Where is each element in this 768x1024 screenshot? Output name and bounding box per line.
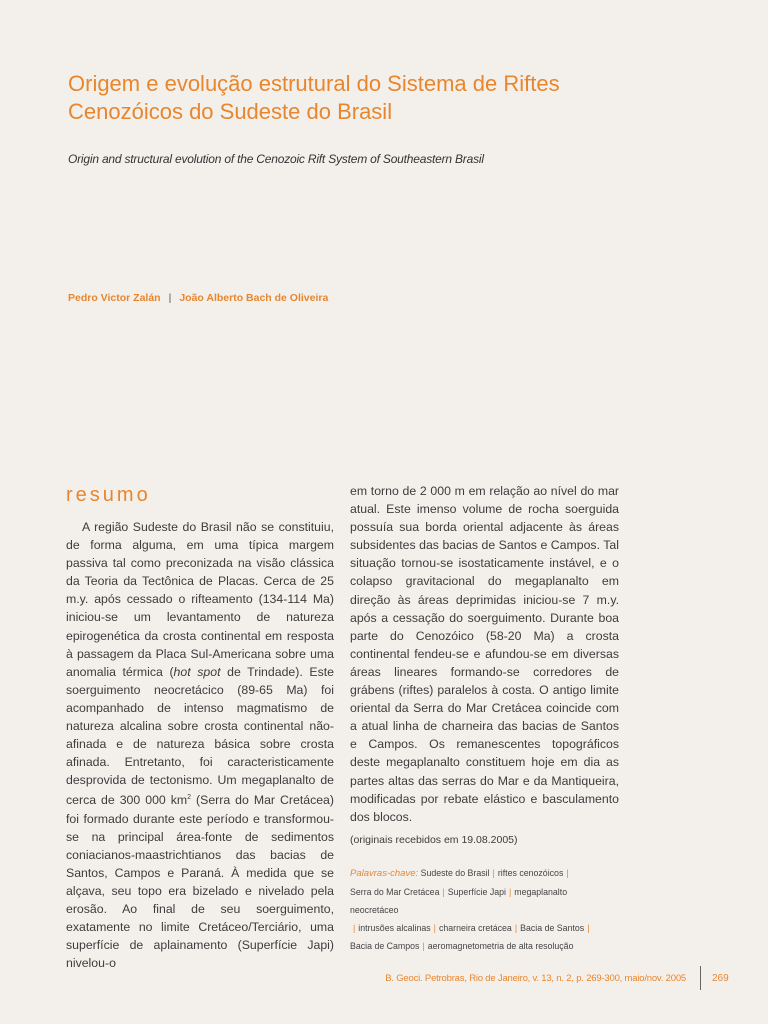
article-subtitle: Origin and structural evolution of the Cenozoic Rift System of Southeastern Brasil — [68, 152, 484, 166]
keyword-separator: | — [492, 868, 495, 878]
journal-citation: B. Geoci. Petrobras, Rio de Janeiro, v. 13, n. 2, p. 269-300, maio/nov. 2005 — [385, 973, 686, 984]
abstract-column-left — [66, 518, 334, 972]
article-title-line-1: Origem e evolução estrutural do Sistema de Riftes — [68, 71, 560, 96]
keyword: charneira cretácea — [438, 923, 512, 933]
keyword: Bacia de Campos — [350, 941, 420, 951]
keyword: Serra do Mar Cretácea — [350, 887, 440, 897]
abstract-text: de Trindade). Este soerguimento neocretácico (89-65 Ma) foi acompanhado de intenso magmatismo de natureza alcalina sobre crosta continental não-afinada e de natureza básica sobre crosta afinada. Entretanto, foi caracteristicamente desprovida de tectonismo. Um megaplanalto de cerca de 300 000 km — [66, 664, 334, 808]
abstract-text: (Serra do Mar Cretácea) foi formado durante este período e transformou-se na principal área-fonte de sedimentos coniacianos-maastrichtianos das bacias de Santos, Campos e Paraná. À medida que se alçava, seu topo era bizelado e nivelado pela erosão. Ao final de seu soerguimento, exatamente no limite Cretáceo/Terciário, uma superfície de aplainamento (Superfície Japi) nivelou-o — [66, 793, 334, 971]
article-title — [68, 70, 708, 126]
keyword: megaplanalto neocretáceo — [350, 887, 568, 915]
keyword-separator: | — [433, 923, 436, 933]
abstract-italic-term: hot spot — [173, 664, 221, 679]
keyword-separator: | — [508, 887, 512, 897]
superscript: 2 — [187, 794, 192, 802]
keyword: Bacia de Santos — [520, 923, 585, 933]
footer-divider — [700, 966, 701, 990]
keyword-separator: | — [353, 923, 356, 933]
keyword: intrusões alcalinas — [358, 923, 431, 933]
keywords-label: Palavras-chave: — [350, 868, 419, 879]
keyword: aeromagnetometria de alta resolução — [427, 941, 574, 951]
keyword-separator: | — [566, 868, 569, 878]
keyword: riftes cenozóicos — [497, 868, 564, 878]
article-title-line-2: Cenozóicos do Sudeste do Brasil — [68, 99, 393, 124]
author-name: Pedro Victor Zalán — [68, 292, 161, 304]
author-list — [68, 292, 328, 304]
received-date: (originais recebidos em 19.08.2005) — [350, 834, 518, 846]
keyword-separator: | — [587, 923, 590, 933]
author-name: João Alberto Bach de Oliveira — [179, 292, 329, 304]
abstract-heading: resumo — [66, 484, 151, 506]
author-separator: | — [168, 292, 172, 304]
keywords-block — [350, 864, 612, 955]
abstract-paragraph-1 — [66, 518, 334, 972]
keyword: Sudeste do Brasil — [420, 868, 490, 878]
abstract-column-right — [350, 482, 619, 826]
keyword-separator: | — [422, 941, 425, 951]
page-number: 269 — [712, 973, 729, 984]
abstract-text: A região Sudeste do Brasil não se constituiu, de forma alguma, em uma típica margem passiva tal como preconizada na visão clássica da Teoria da Tectônica de Placas. Cerca de 25 m.y. após cessado o rifteamento (134-114 Ma) iniciou-se um levantamento de natureza epirogenética da crosta continental em resposta à passagem da Placa Sul-Americana sobre uma anomalia térmica ( — [66, 520, 334, 679]
keyword-separator: | — [514, 923, 518, 933]
keyword: Superfície Japi — [447, 887, 506, 897]
keyword-separator: | — [442, 887, 445, 897]
abstract-paragraph-2: em torno de 2 000 m em relação ao nível do mar atual. Este imenso volume de rocha soerguida possuía sua borda oriental adjacente às áreas subsidentes das bacias de Santos e Campos. Tal situação tornou-se isostaticamente instável, e o colapso gravitacional do megaplanalto em direção às áreas deprimidas iniciou-se 7 m.y. após a cessação do soerguimento. Durante boa parte do Cenozóico (58-20 Ma) a crosta continental fendeu-se e afundou-se em diversas áreas lineares formando-se corredores de grábens (riftes) paralelos à costa. O antigo limite oriental da Serra do Mar Cretácea coincide com a atual linha de charneira das bacias de Santos e Campos. Os remanescentes topográficos deste megaplanalto constituem hoje em dia as partes altas das serras do Mar e da Mantiqueira, modificadas por rebate elástico e basculamento dos blocos. — [350, 484, 619, 824]
